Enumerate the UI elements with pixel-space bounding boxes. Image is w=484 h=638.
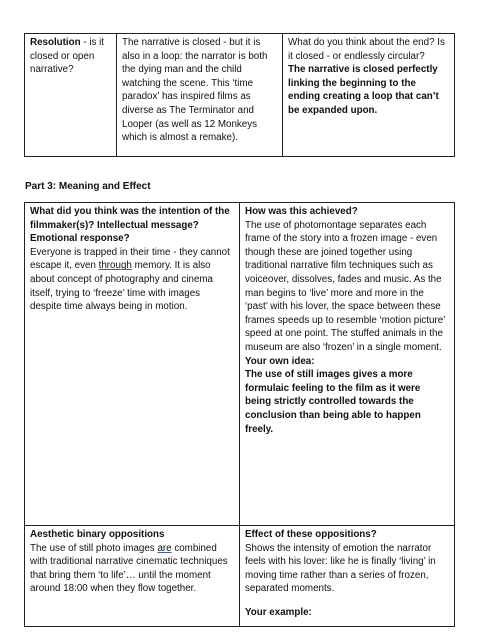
intention-text-part: Everyone is trapped in their time - they cannot escape it, even <box>30 246 230 272</box>
aesthetic-text-part: combined with traditional narrative cinematic techniques that bring them ‘to life’… until the moment around 18:00 when they flow together. <box>30 542 228 595</box>
resolution-question: - is it closed or open narrative? <box>30 37 105 76</box>
own-idea-text: The use of still images gives a more formulaic feeling to the film as it were being strictly controlled towards the conclusion than being able to happen freely. <box>245 369 421 435</box>
effect-text: Shows the intensity of emotion the narrator feels with his lover: like he is finally ‘living’ in moving time rather than a series of frozen, separated moments. <box>245 542 436 595</box>
resolution-label: Resolution <box>30 37 81 48</box>
resolution-cell <box>25 34 117 157</box>
section-heading: Part 3: Meaning and Effect <box>25 181 151 192</box>
achieved-heading: How was this achieved? <box>245 206 358 217</box>
narrative-answer-text: The narrative is closed - but it is also in a loop: the narrator is both the dying man and the child watching the scene. This ‘time paradox’ has inspired films as diverse as The Terminator and Looper (as well as 12 Monkeys which is almost a remake). <box>122 37 268 144</box>
aesthetic-heading: Aesthetic binary oppositions <box>30 529 165 540</box>
intention-text-part: memory. It is also about concept of photography and cinema itself, trying to ‘freeze’ time with images despite time always being in motion. <box>30 260 214 313</box>
effect-heading: Effect of these oppositions? <box>245 529 377 540</box>
narrative-answer-cell <box>117 34 283 157</box>
achieved-text: The use of photomontage separates each frame of the story into a frozen image - even though these are joined together using traditional narrative film techniques such as voiceover, dissolves, fades and music. As the man begins to ‘live’ more and more in the ‘past’ with his lover, the space between these frames speeds up to resemble ‘motion picture’ speed at one point. The stuffed animals in the museum are also ‘frozen’ in a single moment. <box>245 219 446 353</box>
aesthetic-cell <box>25 526 240 627</box>
meaning-effect-table <box>24 202 455 627</box>
spellcheck-underlined-word: through <box>98 260 132 272</box>
intention-cell <box>25 203 240 526</box>
own-idea-label: Your own idea: <box>245 355 315 367</box>
table-row <box>25 203 455 526</box>
narrative-table <box>24 33 455 157</box>
example-label: Your example: <box>245 606 312 618</box>
table-row <box>25 526 455 627</box>
end-question: What do you think about the end? Is it closed - or endlessly circular? <box>288 37 445 62</box>
aesthetic-text <box>30 542 234 596</box>
end-answer: The narrative is closed perfectly linking the beginning to the ending creating a loop that can’t be expanded upon. <box>288 64 439 116</box>
spacer <box>245 596 449 606</box>
achieved-cell <box>240 203 455 526</box>
intention-text <box>30 246 234 314</box>
end-opinion-cell <box>283 34 455 157</box>
aesthetic-text-part: The use of still photo images <box>30 542 158 554</box>
intention-heading: What did you think was the intention of the filmmaker(s)? Intellectual message? Emotional response? <box>30 206 230 245</box>
table-row <box>25 34 455 157</box>
effect-cell <box>240 526 455 627</box>
spellcheck-underlined-word: are <box>157 542 172 554</box>
